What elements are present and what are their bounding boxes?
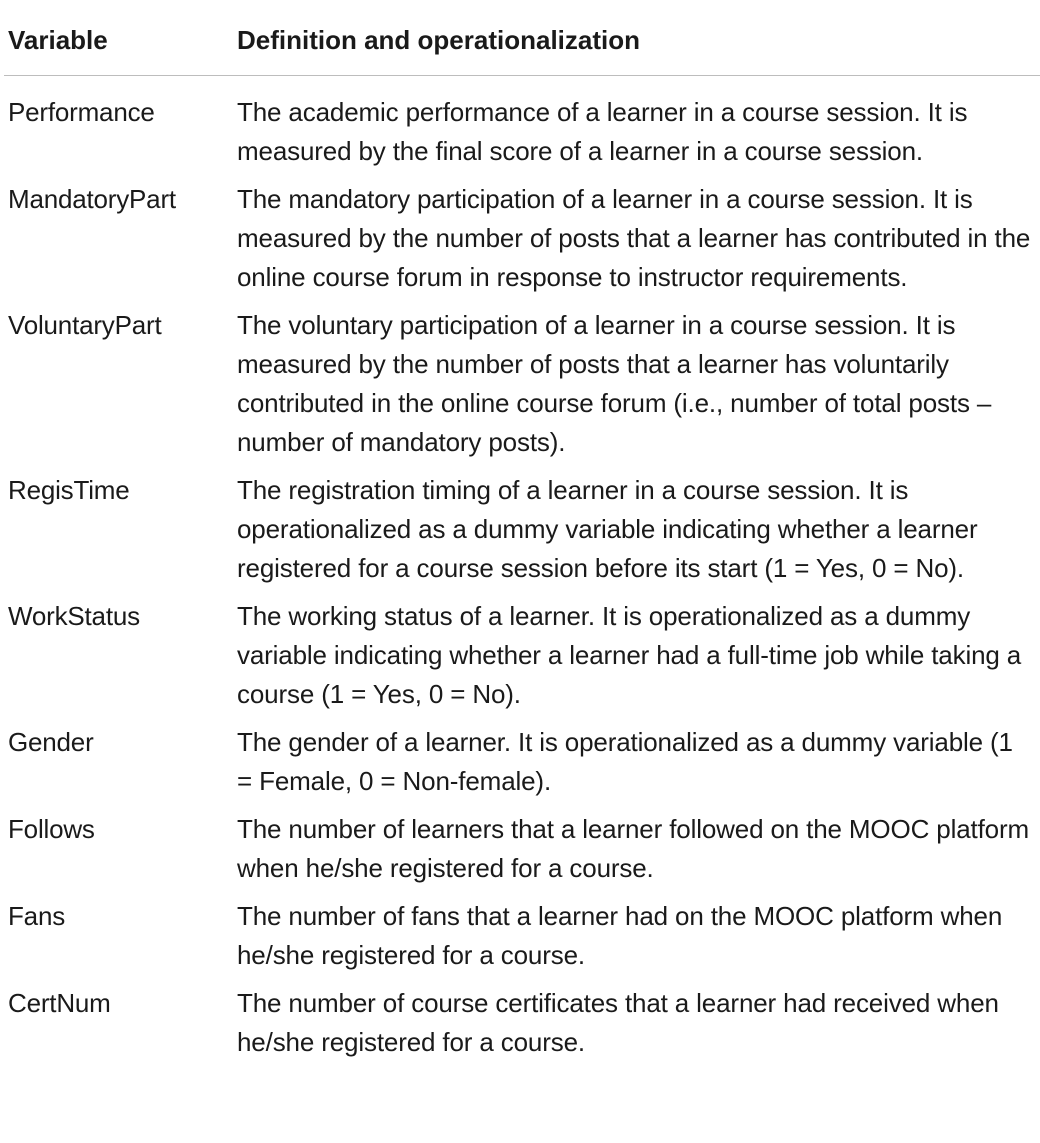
- table-row: [4, 810, 1040, 888]
- header-definition: Definition and operationalization: [237, 25, 640, 55]
- variable-definition: The gender of a learner. It is operationalized as a dummy variable (1 = Female, 0 = Non-female).: [237, 727, 1013, 796]
- table-row: [4, 723, 1040, 801]
- variable-definition: The registration timing of a learner in a course session. It is operationalized as a dummy variable indicating whether a learner registered for a course session before its start (1 = Yes, 0 = No).: [237, 475, 978, 583]
- variable-name: Performance: [8, 97, 155, 127]
- variable-definition: The number of learners that a learner followed on the MOOC platform when he/she registered for a course.: [237, 814, 1030, 883]
- variable-definition: The academic performance of a learner in a course session. It is measured by the final score of a learner in a course session.: [237, 97, 968, 166]
- table-header: [4, 0, 1040, 76]
- variable-definition: The mandatory participation of a learner in a course session. It is measured by the number of posts that a learner has contributed in the online course forum in response to instructor requirements.: [237, 184, 1031, 292]
- variable-name: Fans: [8, 901, 66, 931]
- table-row: [4, 306, 1040, 462]
- header-variable: Variable: [8, 25, 108, 55]
- variable-name: CertNum: [8, 988, 111, 1018]
- variable-name: Gender: [8, 727, 94, 757]
- table-row: [4, 897, 1040, 975]
- variable-definition: The number of fans that a learner had on the MOOC platform when he/she registered for a course.: [237, 901, 1003, 970]
- variable-name: VoluntaryPart: [8, 310, 162, 340]
- table-row: [4, 93, 1040, 171]
- variable-definition: The voluntary participation of a learner in a course session. It is measured by the number of posts that a learner has voluntarily contributed in the online course forum (i.e., number of total posts – number of mandatory posts).: [237, 310, 992, 457]
- table-row: [4, 471, 1040, 588]
- variable-name: WorkStatus: [8, 601, 140, 631]
- table-row: [4, 597, 1040, 714]
- variables-table: [4, 0, 1040, 1062]
- variable-name: RegisTime: [8, 475, 130, 505]
- variable-definition: The number of course certificates that a learner had received when he/she registered for a course.: [237, 988, 999, 1057]
- table-body: [4, 76, 1040, 1062]
- variable-definition: The working status of a learner. It is operationalized as a dummy variable indicating whether a learner had a full-time job while taking a course (1 = Yes, 0 = No).: [237, 601, 1022, 709]
- variable-name: MandatoryPart: [8, 184, 176, 214]
- variable-name: Follows: [8, 814, 95, 844]
- table-row: [4, 180, 1040, 297]
- table-row: [4, 984, 1040, 1062]
